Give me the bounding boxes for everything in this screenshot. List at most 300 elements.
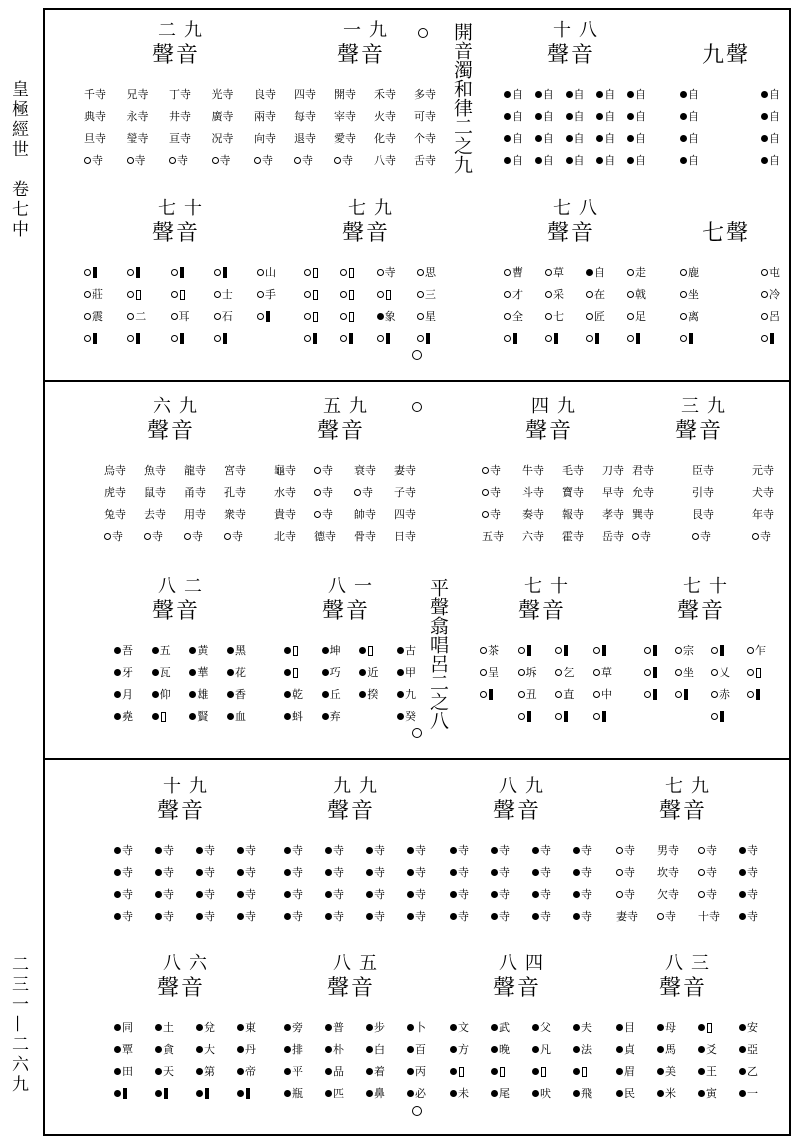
circle-mark	[412, 728, 422, 738]
grid-cell	[144, 464, 166, 477]
header-number-left: 八	[163, 953, 181, 974]
grid-cell	[680, 154, 699, 167]
open-circle-mark	[586, 313, 593, 320]
open-circle-mark	[518, 647, 525, 654]
grid-cell	[657, 1065, 676, 1078]
cell-character: 寺	[195, 464, 206, 477]
open-circle-mark	[482, 467, 489, 474]
filled-circle-mark	[657, 1024, 664, 1031]
grid-cell	[532, 1065, 551, 1078]
cell-character: 寺	[292, 888, 303, 901]
open-circle-mark	[171, 313, 178, 320]
filled-circle-mark	[698, 1068, 705, 1075]
grid-cell	[366, 1065, 385, 1078]
grid-column	[84, 88, 106, 167]
filled-circle-mark	[152, 691, 159, 698]
filled-circle-mark	[657, 1068, 664, 1075]
filled-circle-mark	[504, 157, 511, 164]
open-circle-mark	[377, 291, 384, 298]
grid-cell	[450, 888, 469, 901]
header-sheng-yin: 聲音	[157, 976, 206, 1001]
grid-cell	[304, 288, 319, 301]
filled-circle-mark	[284, 913, 291, 920]
open-circle-mark	[482, 489, 489, 496]
cell-character: 寺	[405, 530, 416, 543]
grid-cell	[314, 530, 336, 543]
open-circle-mark	[294, 157, 301, 164]
grid-column	[214, 266, 233, 345]
cell-character: 寺	[177, 154, 188, 167]
page-number: 二三一—二六九	[8, 955, 28, 1095]
grid-cell	[532, 1021, 551, 1034]
grid-column	[284, 844, 303, 923]
grid-cell	[644, 644, 658, 657]
divider-2	[45, 758, 789, 760]
cell-character: 匹	[333, 1087, 344, 1100]
filled-circle-mark	[586, 269, 593, 276]
cell-character: 武	[499, 1021, 510, 1034]
grid-column	[616, 1021, 635, 1100]
grid-cell	[586, 266, 605, 279]
open-circle-mark	[314, 511, 321, 518]
filled-circle-mark	[407, 847, 414, 854]
grid-cell	[284, 844, 303, 857]
cell-character: 排	[292, 1043, 303, 1056]
grid-cell	[257, 288, 276, 301]
cell-character: 旁	[292, 1021, 303, 1034]
grid-cell	[127, 88, 149, 101]
grid-cell	[657, 910, 679, 923]
grid-cell	[491, 1043, 510, 1056]
grid-cell	[407, 1087, 426, 1100]
grid-cell	[698, 888, 720, 901]
cell-character: 乞	[563, 666, 575, 679]
cell-character: 癸	[404, 710, 416, 723]
filled-circle-mark	[155, 1068, 162, 1075]
grid-cell	[254, 132, 276, 145]
grid-cell	[407, 1065, 426, 1078]
grid-cell	[237, 910, 256, 923]
open-circle-mark	[545, 291, 552, 298]
grid-cell	[593, 666, 612, 679]
grid-cell	[573, 888, 592, 901]
cell-character: 瓦	[159, 666, 171, 679]
grid-cell	[407, 844, 426, 857]
grid-column	[84, 266, 103, 345]
open-circle-mark	[761, 313, 768, 320]
grid-column	[752, 464, 774, 543]
grid-cell	[114, 1021, 133, 1034]
grid-cell	[325, 1021, 344, 1034]
grid-cell	[450, 910, 469, 923]
grid-cell	[237, 1087, 256, 1100]
filled-circle-mark	[407, 913, 414, 920]
cell-character: 自	[512, 132, 523, 145]
grid-cell	[545, 266, 564, 279]
open-circle-mark	[545, 335, 552, 342]
header-sheng-yin: 聲音	[493, 976, 542, 1001]
filled-circle-mark	[284, 1046, 291, 1053]
filled-circle-mark	[566, 91, 573, 98]
open-circle-mark	[257, 291, 264, 298]
grid-cell	[747, 688, 766, 701]
filled-circle-mark	[698, 1024, 705, 1031]
grid-cell	[627, 132, 646, 145]
grid-cell	[545, 310, 564, 323]
cell-character: 寺	[706, 866, 717, 879]
filled-box-mark	[684, 689, 688, 700]
filled-circle-mark	[739, 847, 746, 854]
cell-character: 欠	[657, 888, 668, 901]
cell-character: 寺	[245, 910, 256, 923]
grid-cell	[274, 464, 296, 477]
grid-cell	[127, 310, 146, 323]
cell-character: 去	[144, 508, 155, 521]
cell-character: 寺	[265, 110, 276, 123]
grid-cell	[104, 530, 126, 543]
filled-circle-mark	[155, 913, 162, 920]
open-circle-mark	[675, 691, 682, 698]
grid-cell	[397, 666, 416, 679]
grid-cell	[566, 110, 585, 123]
grid-column	[644, 644, 658, 723]
grid-column	[127, 88, 149, 167]
cell-character: 寺	[643, 486, 654, 499]
filled-circle-mark	[573, 913, 580, 920]
empty-box-mark	[707, 1023, 712, 1033]
cell-character: 田	[122, 1065, 133, 1078]
cell-character: 寺	[232, 530, 243, 543]
grid-cell	[616, 888, 638, 901]
grid-column	[627, 266, 646, 345]
tone-block	[80, 22, 280, 172]
filled-circle-mark	[573, 1090, 580, 1097]
filled-circle-mark	[739, 1068, 746, 1075]
grid-cell	[155, 844, 174, 857]
cell-character: 寺	[155, 486, 166, 499]
cell-character: 寺	[540, 844, 551, 857]
block-header	[100, 398, 250, 454]
open-circle-mark	[224, 533, 231, 540]
cell-character: 寺	[195, 508, 206, 521]
grid-cell	[224, 508, 246, 521]
filled-circle-mark	[284, 1024, 291, 1031]
grid-column	[366, 1021, 385, 1100]
cell-character: 寺	[613, 486, 624, 499]
grid-column	[294, 88, 316, 167]
grid-cell	[152, 710, 171, 723]
grid-column	[657, 844, 679, 923]
cell-character: 寺	[112, 530, 123, 543]
cell-character: 寺	[115, 464, 126, 477]
cell-character: 寺	[122, 866, 133, 879]
filled-circle-mark	[573, 891, 580, 898]
tone-block	[478, 398, 628, 548]
open-circle-mark	[304, 269, 311, 276]
cell-character: 寺	[285, 530, 296, 543]
cell-character: 自	[635, 154, 646, 167]
cell-character: 每	[294, 110, 305, 123]
grid-cell	[491, 910, 510, 923]
empty-box-mark	[293, 668, 298, 678]
grid-cell	[359, 688, 378, 701]
header-sheng-yin: 聲音	[152, 43, 201, 68]
grid-cell	[294, 132, 316, 145]
open-circle-mark	[555, 647, 562, 654]
grid-column	[482, 464, 504, 543]
cell-character: 寺	[345, 132, 356, 145]
cell-character: 寺	[668, 888, 679, 901]
block-header	[476, 578, 616, 634]
grid-cell	[354, 464, 376, 477]
filled-circle-mark	[325, 891, 332, 898]
open-circle-mark	[593, 691, 600, 698]
cell-character: 賢	[197, 710, 209, 723]
cell-character: 寺	[292, 844, 303, 857]
grid-cell	[254, 154, 276, 167]
open-circle-mark	[214, 313, 221, 320]
cell-character: 足	[635, 310, 646, 323]
cell-character: 寺	[499, 844, 510, 857]
filled-circle-mark	[366, 847, 373, 854]
open-circle-mark	[504, 291, 511, 298]
filled-box-mark	[554, 333, 558, 344]
header-number-left: 七	[158, 198, 176, 219]
cell-character: 自	[635, 88, 646, 101]
filled-circle-mark	[739, 1090, 746, 1097]
block-header	[280, 578, 420, 634]
open-circle-mark	[127, 269, 134, 276]
grid-column	[747, 644, 766, 723]
filled-circle-mark	[573, 1068, 580, 1075]
cell-character: 妻	[394, 464, 405, 477]
cell-character: 寺	[385, 88, 396, 101]
filled-circle-mark	[616, 1090, 623, 1097]
cell-character: 龜	[274, 464, 285, 477]
cell-character: 步	[374, 1021, 385, 1034]
cell-character: 兩	[254, 110, 265, 123]
open-circle-mark	[504, 313, 511, 320]
grid-column	[480, 644, 499, 723]
cell-character: 寺	[374, 866, 385, 879]
cell-character: 耳	[178, 310, 190, 323]
cell-character: 寺	[95, 132, 106, 145]
open-circle-mark	[482, 511, 489, 518]
cell-character: 寺	[613, 464, 624, 477]
filled-circle-mark	[616, 1068, 623, 1075]
cell-character: 茶	[488, 644, 499, 657]
grid-cell	[627, 88, 646, 101]
open-circle-mark	[169, 157, 176, 164]
grid-cell	[284, 1065, 303, 1078]
grid-cell	[657, 1021, 676, 1034]
grid-cell	[325, 888, 344, 901]
cell-character: 飛	[581, 1087, 592, 1100]
grid-cell	[224, 464, 246, 477]
grid-column	[224, 464, 246, 543]
grid-cell	[562, 530, 584, 543]
header-sheng-yin: 聲音	[493, 799, 542, 824]
filled-circle-mark	[491, 1024, 498, 1031]
grid-cell	[482, 486, 504, 499]
block-grid	[628, 464, 778, 543]
cell-character: 寺	[292, 910, 303, 923]
grid-cell	[322, 710, 341, 723]
cell-character: 中	[600, 688, 612, 701]
cell-character: 寺	[624, 866, 635, 879]
empty-box-mark	[368, 646, 373, 656]
grid-cell	[616, 1065, 635, 1078]
grid-cell	[304, 310, 319, 323]
cell-character: 夫	[581, 1021, 592, 1034]
cell-character: 巧	[329, 666, 341, 679]
cell-character: 四	[394, 508, 405, 521]
grid-cell	[394, 464, 416, 477]
filled-circle-mark	[152, 669, 159, 676]
grid-cell	[325, 1087, 344, 1100]
filled-circle-mark	[532, 891, 539, 898]
grid-cell	[397, 710, 416, 723]
cell-character: 寺	[245, 888, 256, 901]
grid-cell	[586, 310, 605, 323]
cell-character: 父	[540, 1021, 551, 1034]
filled-box-mark	[636, 333, 640, 344]
grid-cell	[657, 844, 679, 857]
header-number-right: 九	[374, 198, 392, 219]
cell-character: 自	[688, 88, 699, 101]
cell-character: 自	[769, 132, 780, 145]
filled-circle-mark	[532, 1046, 539, 1053]
header-sheng-yin: 聲音	[327, 799, 376, 824]
block-header	[628, 398, 778, 454]
grid-cell	[680, 332, 699, 345]
grid-cell	[739, 1087, 758, 1100]
grid-cell	[504, 110, 523, 123]
cell-character: 寺	[235, 486, 246, 499]
cell-character: 兌	[204, 1021, 215, 1034]
cell-character: 必	[415, 1087, 426, 1100]
grid-cell	[189, 710, 208, 723]
header-number-left: 七	[348, 198, 366, 219]
open-circle-mark	[127, 335, 134, 342]
cell-character: 美	[665, 1065, 676, 1078]
grid-cell	[114, 844, 133, 857]
cell-character: 寺	[581, 888, 592, 901]
cell-character: 寺	[265, 88, 276, 101]
grid-cell	[274, 530, 296, 543]
grid-cell	[114, 710, 133, 723]
grid-cell	[196, 910, 215, 923]
cell-character: 自	[573, 110, 585, 123]
cell-character: 引	[692, 486, 703, 499]
cell-character: 寺	[384, 266, 396, 279]
filled-circle-mark	[532, 847, 539, 854]
grid-column	[127, 266, 146, 345]
filled-box-mark	[223, 333, 227, 344]
cell-character: 平	[292, 1065, 303, 1078]
block-header	[446, 955, 596, 1011]
header-number-right: 九	[359, 776, 377, 797]
cell-character: 寺	[222, 88, 234, 101]
open-circle-mark	[675, 669, 682, 676]
cell-character: 毛	[562, 464, 573, 477]
grid-cell	[325, 910, 344, 923]
grid-cell	[377, 288, 396, 301]
grid-cell	[761, 88, 780, 101]
grid-cell	[518, 666, 537, 679]
header-sheng-yin: 聲音	[152, 221, 201, 246]
grid-cell	[155, 910, 174, 923]
filled-box-mark	[205, 1088, 209, 1099]
cell-character: 德	[314, 530, 325, 543]
grid-cell	[407, 1021, 426, 1034]
grid-cell	[657, 888, 679, 901]
filled-circle-mark	[627, 157, 634, 164]
filled-circle-mark	[325, 913, 332, 920]
filled-circle-mark	[366, 913, 373, 920]
grid-cell	[304, 332, 319, 345]
header-sheng-yin: 聲音	[152, 599, 201, 624]
grid-cell	[169, 132, 191, 145]
grid-cell	[169, 110, 191, 123]
header-number-left: 四	[531, 396, 549, 417]
grid-cell	[491, 844, 510, 857]
grid-cell	[698, 1087, 717, 1100]
open-circle-mark	[711, 691, 718, 698]
grid-cell	[407, 888, 426, 901]
open-circle-mark	[644, 647, 651, 654]
cell-character: 寺	[573, 464, 584, 477]
cell-character: 寺	[163, 910, 174, 923]
cell-character: 方	[458, 1043, 469, 1056]
block-grid	[612, 844, 762, 923]
grid-cell	[761, 288, 780, 301]
grid-column	[169, 88, 191, 167]
grid-cell	[562, 464, 584, 477]
cell-character: 凡	[540, 1043, 551, 1056]
cell-character: 寺	[540, 888, 551, 901]
open-circle-mark	[254, 157, 261, 164]
filled-circle-mark	[114, 1024, 121, 1031]
grid-column	[189, 644, 208, 723]
cell-character: 三	[424, 288, 436, 301]
grid-cell	[692, 530, 714, 543]
filled-box-mark	[93, 333, 97, 344]
header-number-left: 十	[553, 20, 571, 41]
open-circle-mark	[340, 313, 347, 320]
tone-block	[476, 578, 616, 728]
grid-cell	[522, 508, 544, 521]
cell-character: 自	[604, 110, 616, 123]
grid-cell	[169, 88, 191, 101]
grid-cell	[739, 910, 758, 923]
grid-cell	[491, 1065, 510, 1078]
cell-character: 帝	[245, 1065, 256, 1078]
grid-cell	[127, 132, 149, 145]
grid-cell	[504, 266, 523, 279]
cell-character: 眉	[624, 1065, 635, 1078]
cell-character: 水	[274, 486, 285, 499]
cell-character: 自	[512, 88, 523, 101]
grid-cell	[274, 508, 296, 521]
grid-column	[522, 464, 544, 543]
filled-circle-mark	[284, 891, 291, 898]
cell-character: 鼻	[374, 1087, 385, 1100]
open-circle-mark	[144, 533, 151, 540]
grid-cell	[366, 1043, 385, 1056]
grid-column	[692, 464, 714, 543]
block-grid	[300, 266, 440, 345]
